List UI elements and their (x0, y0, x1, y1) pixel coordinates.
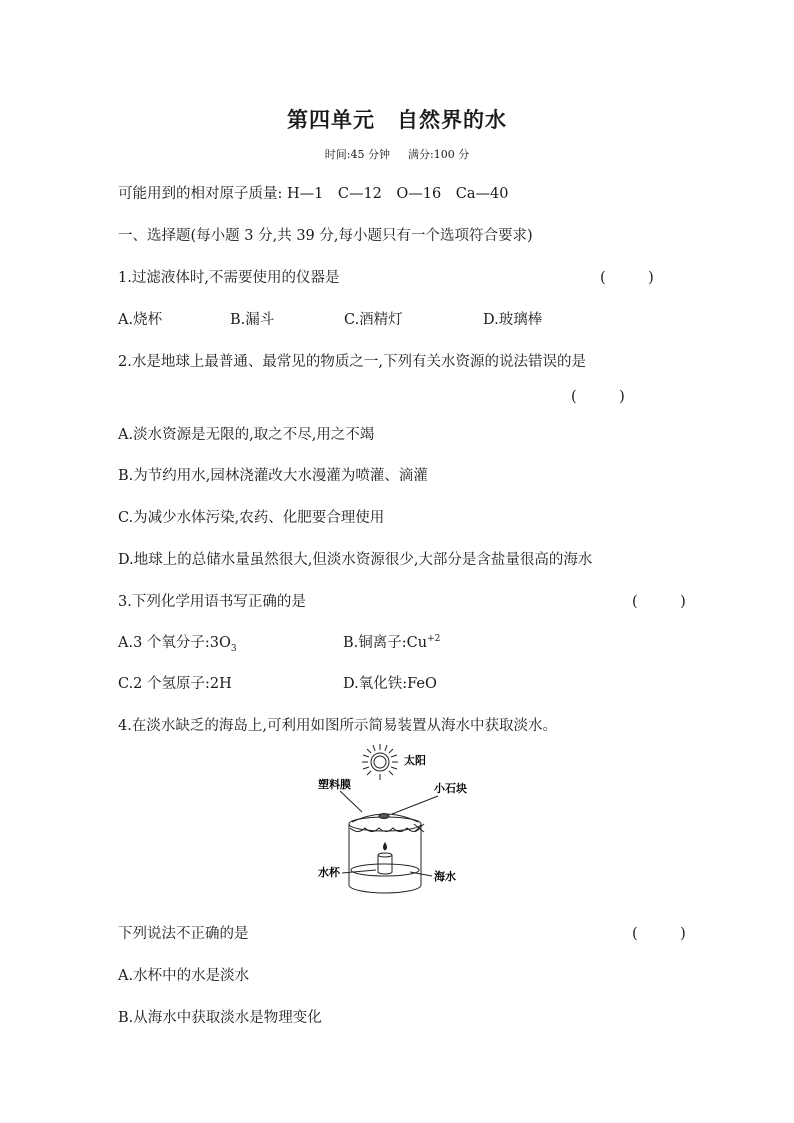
label-sun: 太阳 (404, 754, 426, 767)
answer-blank-4: ( ) (632, 926, 700, 942)
q2-option-a: A.淡水资源是无限的,取之不尽,用之不竭 (118, 427, 375, 443)
q3-option-a-subscript: 3 (230, 643, 237, 654)
q4-option-a: A.水杯中的水是淡水 (118, 968, 250, 984)
label-plastic-film: 塑料膜 (318, 778, 351, 791)
label-seawater: 海水 (434, 870, 456, 883)
q3-option-c: C.2 个氢原子:2H (118, 676, 232, 692)
solar-still-figure (310, 742, 480, 902)
question-2-stem: 2.水是地球上最普通、最常见的物质之一,下列有关水资源的说法错误的是 (118, 354, 586, 370)
atomic-masses: 可能用到的相对原子质量: H—1 C—12 O—16 Ca—40 (118, 186, 509, 202)
label-small-stone: 小石块 (434, 782, 467, 795)
q2-option-b: B.为节约用水,园林浇灌改大水漫灌为喷灌、滴灌 (118, 468, 428, 484)
q3-option-a-text: A.3 个氧分子:3O (118, 635, 231, 651)
exam-time: 时间:45 分钟 (324, 148, 390, 161)
title-topic: 自然界的水 (397, 108, 507, 132)
question-3-stem: 3.下列化学用语书写正确的是 (118, 594, 306, 610)
q1-option-c: C.酒精灯 (344, 312, 403, 328)
exam-score: 满分:100 分 (408, 148, 470, 161)
answer-blank-1: ( ) (600, 270, 668, 286)
q1-option-d: D.玻璃棒 (483, 312, 543, 328)
q4-option-b: B.从海水中获取淡水是物理变化 (118, 1010, 322, 1026)
apparatus-drawing (340, 791, 438, 893)
exam-info (0, 146, 794, 162)
question-1-stem: 1.过滤液体时,不需要使用的仪器是 (118, 270, 340, 286)
question-4-prompt: 下列说法不正确的是 (118, 926, 249, 942)
answer-blank-2: ( ) (571, 389, 639, 405)
q3-option-b-text: B.铜离子:Cu (343, 635, 428, 651)
question-4-stem: 4.在淡水缺乏的海岛上,可利用如图所示简易装置从海水中获取淡水。 (118, 718, 557, 734)
solar-still-diagram (310, 742, 480, 902)
label-water-cup: 水杯 (318, 866, 340, 879)
q1-option-b: B.漏斗 (230, 312, 275, 328)
q1-option-a: A.烧杯 (118, 312, 163, 328)
sun-icon (362, 744, 398, 780)
q2-option-d: D.地球上的总储水量虽然很大,但淡水资源很少,大部分是含盐量很高的海水 (118, 552, 593, 568)
page-title (0, 104, 794, 134)
q3-option-a (118, 631, 237, 654)
answer-blank-3: ( ) (632, 594, 700, 610)
q3-option-d: D.氧化铁:FeO (343, 676, 437, 692)
section-heading: 一、选择题(每小题 3 分,共 39 分,每小题只有一个选项符合要求) (118, 228, 533, 244)
title-unit: 第四单元 (287, 108, 375, 132)
q3-option-b-superscript: +2 (427, 634, 441, 645)
q2-option-c: C.为减少水体污染,农药、化肥要合理使用 (118, 510, 385, 526)
q3-option-b (343, 631, 440, 652)
